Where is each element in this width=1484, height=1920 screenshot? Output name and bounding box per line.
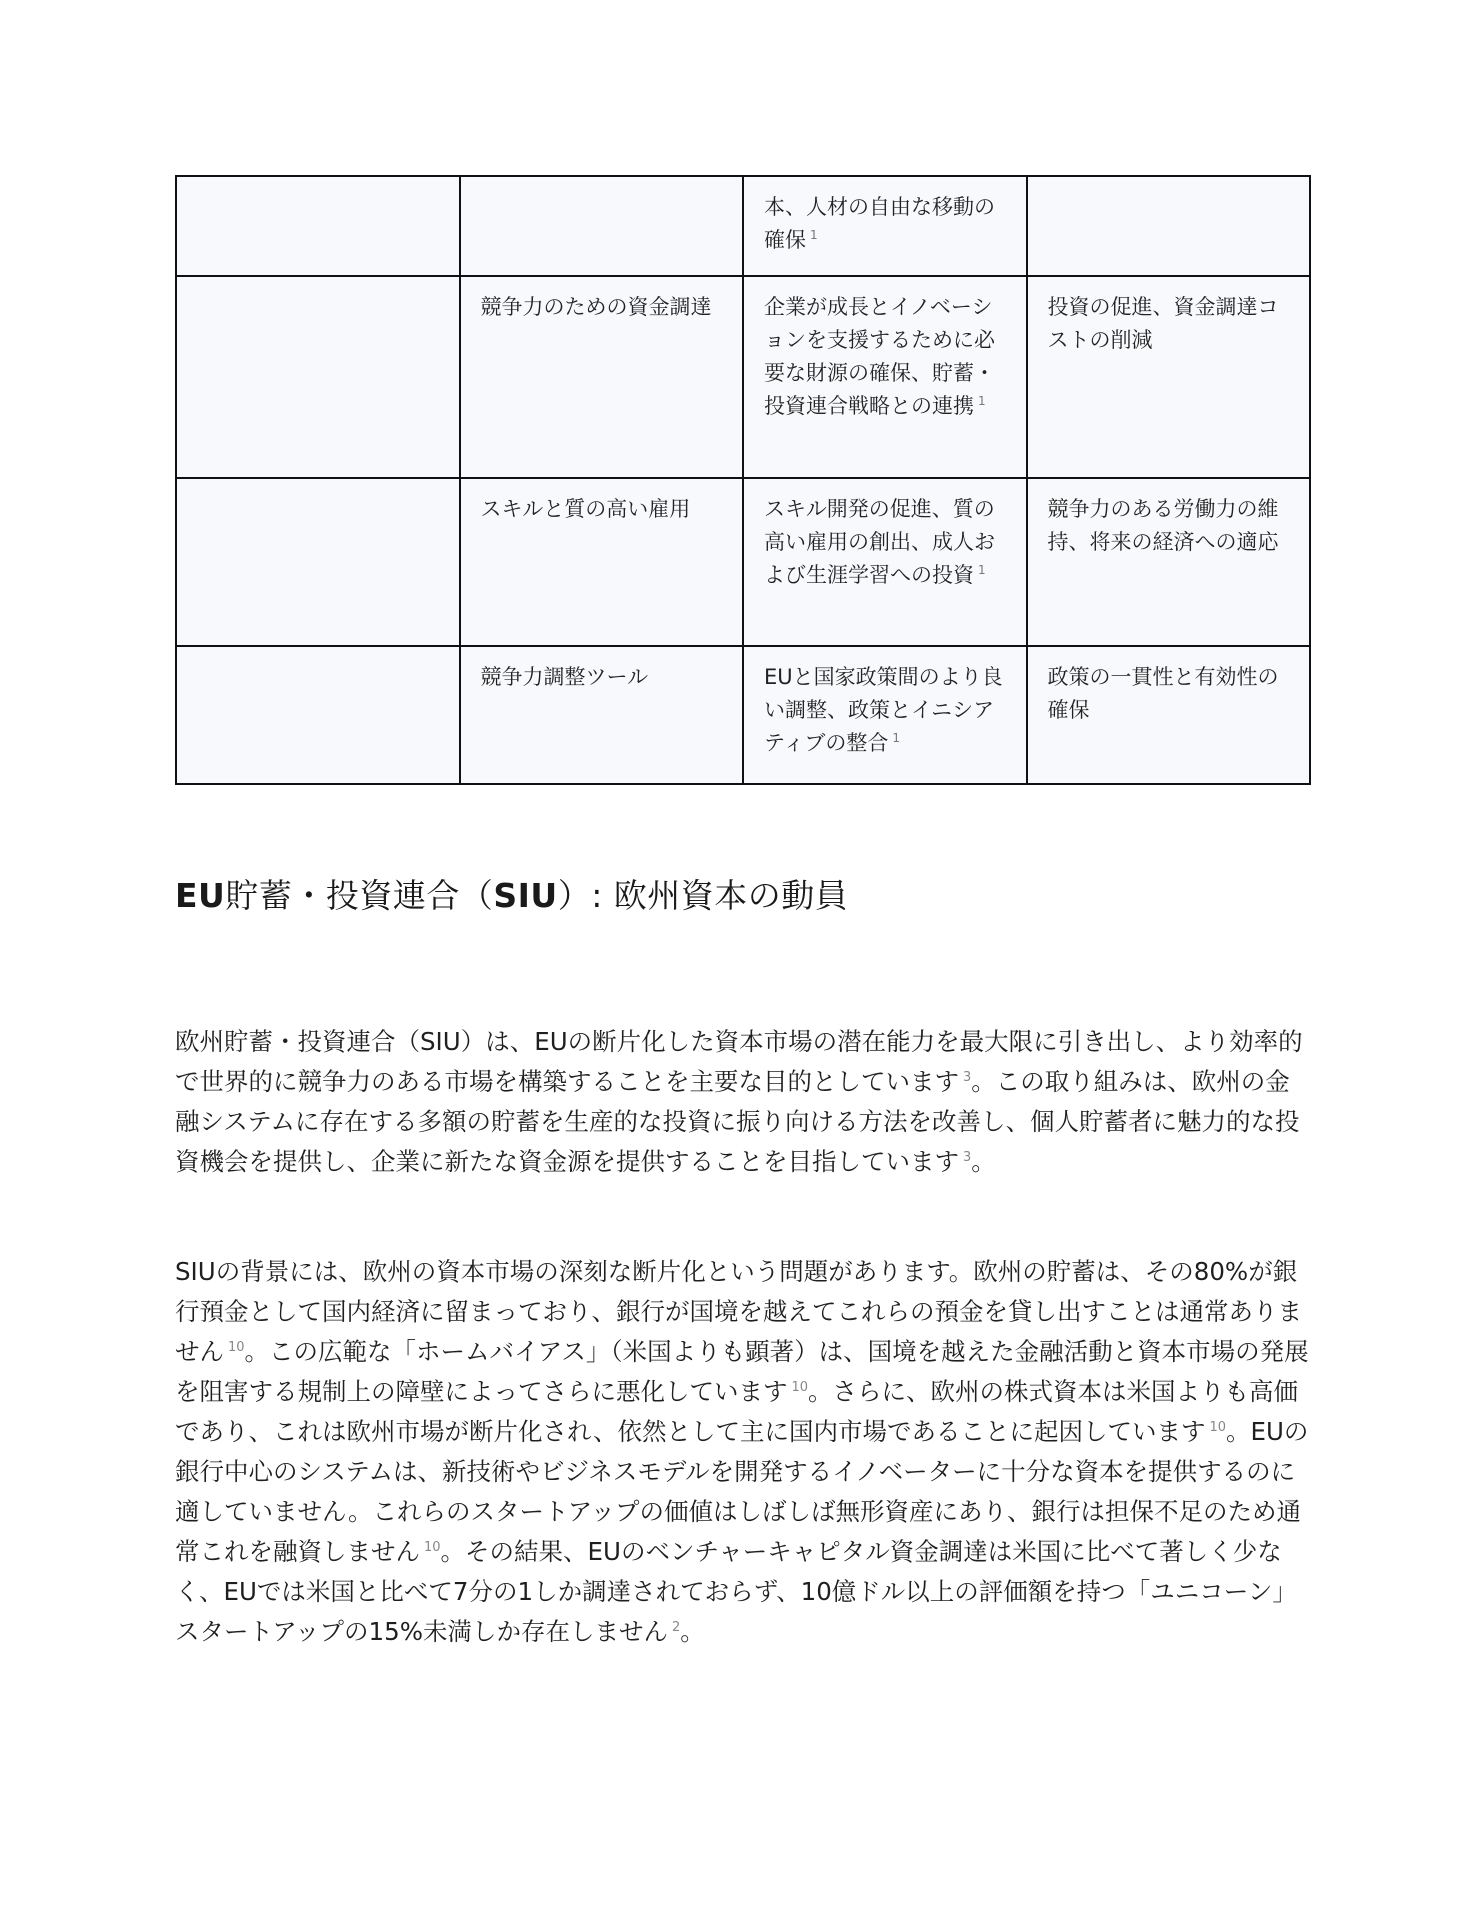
comparison-table: [175, 175, 1311, 785]
cell-text: 本、人材の自由な移動の確保: [764, 195, 995, 252]
sentence: SIUの背景には、欧州の資本市場の深刻な断片化という問題があります。欧州の貯蓄は、その80%が銀行預金として国内経済に留まっており、銀行が国境を越えてこれらの預金を貸し出すことは通常ありません: [175, 1257, 1302, 1366]
table-cell: スキルと質の高い雇用: [460, 478, 744, 646]
citation-marker[interactable]: 1: [978, 563, 986, 577]
cell-text: EUと国家政策間のより良い調整、政策とイニシアティブの整合: [764, 665, 1003, 755]
table-cell: 政策の一貫性と有効性の確保: [1027, 646, 1311, 784]
section-heading: [175, 870, 848, 917]
sentence: 。この広範な「ホームバイアス」（米国よりも顕著）は、国境を越えた金融活動と資本市場の発展を阻害する規制上の障壁によってさらに悪化しています: [175, 1337, 1309, 1406]
table-cell: [743, 276, 1027, 478]
heading-text-part: 貯蓄・投資連合（: [225, 876, 494, 915]
body-paragraph: [175, 1022, 1309, 1182]
cell-text: スキル開発の促進、質の高い雇用の創出、成人および生涯学習への投資: [764, 497, 995, 587]
heading-text-part: ）: 欧州資本の動員: [557, 876, 849, 915]
citation-marker[interactable]: 1: [978, 394, 986, 408]
table-cell: [743, 646, 1027, 784]
table-cell: [460, 176, 744, 276]
table-cell: 競争力のための資金調達: [460, 276, 744, 478]
table-cell: [743, 176, 1027, 276]
heading-bold-part: SIU: [493, 876, 558, 915]
table-cell: [176, 176, 460, 276]
sentence: 。この取り組みは、欧州の金融システムに存在する多額の貯蓄を生産的な投資に振り向ける方法を改善し、個人貯蓄者に魅力的な投資機会を提供し、企業に新たな資金源を提供することを目指しています: [175, 1067, 1300, 1176]
sentence: 。EUの銀行中心のシステムは、新技術やビジネスモデルを開発するイノベーターに十分な資本を提供するのに適していません。これらのスタートアップの価値はしばしば無形資産にあり、銀行は担保不足のため通常これを融資しません: [175, 1417, 1309, 1566]
table-cell: [176, 646, 460, 784]
table-row: [176, 276, 1310, 478]
table-cell: [176, 276, 460, 478]
table-cell: 投資の促進、資金調達コストの削減: [1027, 276, 1311, 478]
citation-marker[interactable]: 2: [672, 1619, 681, 1635]
table-row: [176, 646, 1310, 784]
table-row: [176, 478, 1310, 646]
heading-bold-part: EU: [175, 876, 226, 915]
citation-marker[interactable]: 3: [963, 1069, 972, 1085]
sentence: 欧州貯蓄・投資連合（SIU）は、EUの断片化した資本市場の潜在能力を最大限に引き出し、より効率的で世界的に競争力のある市場を構築することを主要な目的としています: [175, 1027, 1303, 1096]
sentence: 。: [971, 1147, 996, 1176]
table-cell: 競争力のある労働力の維持、将来の経済への適応: [1027, 478, 1311, 646]
citation-marker[interactable]: 10: [1209, 1419, 1227, 1435]
table-cell: [176, 478, 460, 646]
citation-marker[interactable]: 3: [963, 1149, 972, 1165]
body-paragraph: [175, 1252, 1309, 1652]
sentence: 。さらに、欧州の株式資本は米国よりも高価であり、これは欧州市場が断片化され、依然として主に国内市場であることに起因しています: [175, 1377, 1299, 1446]
citation-marker[interactable]: 1: [810, 228, 818, 242]
citation-marker[interactable]: 10: [228, 1339, 245, 1355]
sentence: 。その結果、EUのベンチャーキャピタル資金調達は米国に比べて著しく少なく、EUでは米国と比べて7分の1しか調達されておらず、10億ドル以上の評価額を持つ「ユニコーン」スタートアップの15%未満しか存在しません: [175, 1537, 1297, 1646]
sentence: 。: [680, 1617, 705, 1646]
cell-text: 企業が成長とイノベーションを支援するために必要な財源の確保、貯蓄・投資連合戦略との連携: [764, 295, 995, 418]
citation-marker[interactable]: 10: [791, 1379, 809, 1395]
table-cell: [1027, 176, 1311, 276]
citation-marker[interactable]: 10: [424, 1539, 441, 1555]
table-row: [176, 176, 1310, 276]
citation-marker[interactable]: 1: [892, 731, 900, 745]
table-cell: 競争力調整ツール: [460, 646, 744, 784]
table-cell: [743, 478, 1027, 646]
